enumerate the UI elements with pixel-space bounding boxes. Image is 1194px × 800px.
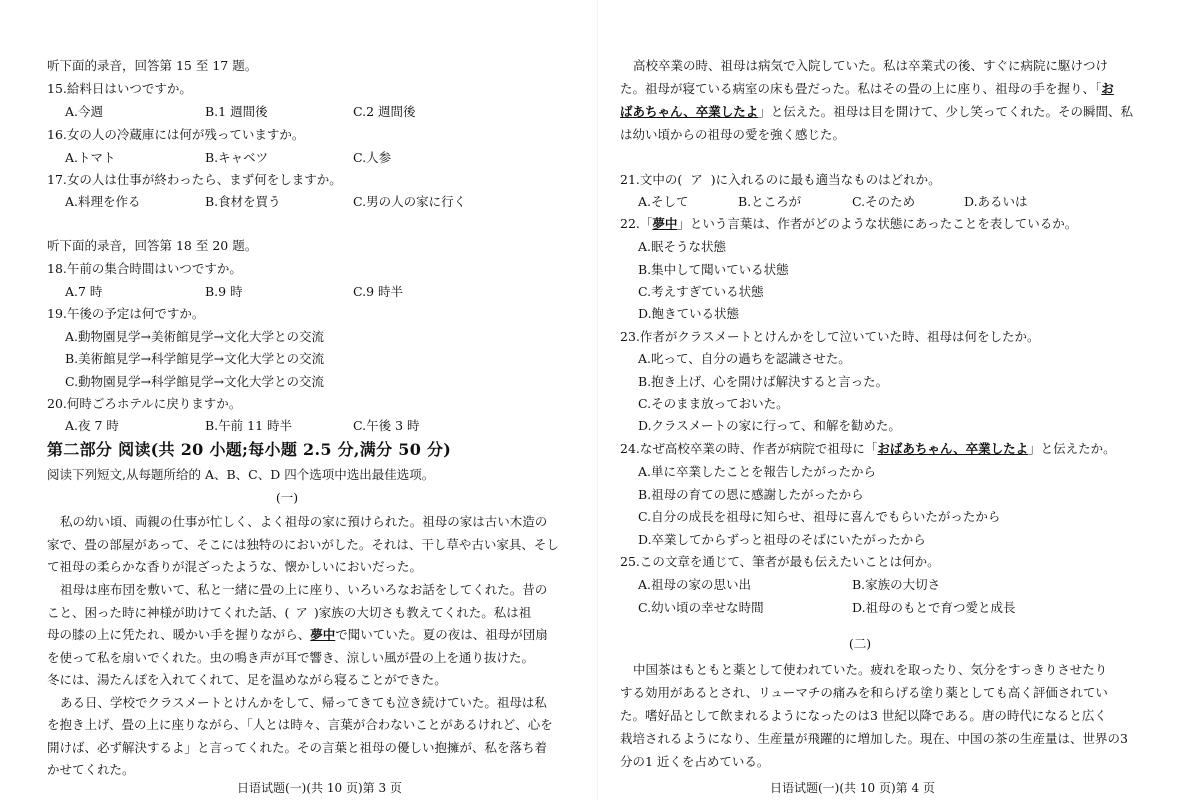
option-24a: A.単に卒業したことを報告したがったから [638,464,877,479]
text-segment: )に入れるのに最も適当なものはどれか。 [710,172,941,187]
option-20b: B.午前 11 時半 [205,418,293,433]
question-25: 25.この文章を通じて、筆者が最も伝えたいことは何か。 [620,554,940,569]
option-15b: B.1 週間後 [205,104,268,119]
option-16c: C.人参 [353,150,392,165]
passage-line: 家で、畳の部屋があって、そこには独特のにおいがした。それは、干し草や古い家具、そし [47,537,559,552]
option-19a: A.動物園見学→美術館見学→文化大学との交流 [65,329,324,344]
underlined-term: 夢中 [310,627,336,642]
option-18b: B.9 時 [205,284,243,299]
passage-line: 栽培されるようになり、生産量が飛躍的に増加した。現在、中国の茶の生産量は、世界の3 [620,731,1128,746]
option-18a: A.7 時 [65,284,103,299]
passage-line [47,627,548,643]
question-18: 18.午前の集合時間はいつですか。 [47,261,242,276]
passage-line: を抱き上げ、畳の上に座りながら、「人とは時々、言葉が合わないことがあるけれど、心を [47,717,553,732]
text-segment: た。祖母が寝ている病室の床も畳だった。私はその畳の上に座り、祖母の手を握り、「 [620,81,1102,96]
underlined-term: 夢中 [652,216,678,231]
blank-marker: ア [295,605,308,620]
text-segment: 22.「 [620,216,653,231]
text-segment: 」という言葉は、作者がどのような状態にあったことを表しているか。 [677,216,1078,231]
page-fold [597,0,598,800]
option-21a: A.そして [638,194,689,209]
text-segment: 母の膝の上に凭たれ、暖かい手を握りながら、 [47,627,311,642]
passage-line: かせてくれた。 [47,762,135,777]
option-17b: B.食材を買う [205,194,281,209]
right-page [620,0,1150,800]
option-24d: D.卒業してからずっと祖母のそばにいたがったから [638,532,926,547]
option-22b: B.集中して聞いている状態 [638,262,789,277]
page-footer: 日语试题(一)(共 10 页)第 4 页 [770,781,935,795]
passage-line: は幼い頃からの祖母の愛を強く感じた。 [620,127,846,142]
option-21d: D.あるいは [964,194,1028,209]
text-segment: )家族の大切さも教えてくれた。私は祖 [313,605,532,620]
left-page [47,0,559,800]
passage-line [620,104,1133,120]
question-23: 23.作者がクラスメートとけんかをして泣いていた時、祖母は何をしたか。 [620,329,1040,344]
passage-line: 祖母は座布団を敷いて、私と一緒に畳の上に座り、いろいろなお話をしてくれた。昔の [60,582,548,597]
option-18c: C.9 時半 [353,284,404,299]
option-25d: D.祖母のもとで育つ愛と成長 [852,600,1016,615]
passage-line: 高校卒業の時、祖母は病気で入院していた。私は卒業式の後、すぐに病院に駆けつけ [633,58,1109,73]
text-segment: 」と伝えたか。 [1028,441,1116,456]
option-19c: C.動物園見学→科学館見学→文化大学との交流 [65,374,325,389]
passage-line: 分の1 近くを占めている。 [620,754,770,769]
passage-line: ある日、学校でクラスメートとけんかをして、帰ってきても泣き続けていた。祖母は私 [60,695,547,710]
option-22a: A.眠そうな状態 [638,239,727,254]
option-23d: D.クラスメートの家に行って、和解を勧めた。 [638,418,901,433]
passage-line [620,81,1114,97]
listening-instruction-2: 听下面的录音，回答第 18 至 20 题。 [47,238,258,253]
option-15c: C.2 週間後 [353,104,416,119]
listening-instruction: 听下面的录音，回答第 15 至 17 题。 [47,58,258,73]
reading-instructions: 阅读下列短文,从每题所给的 A、B、C、D 四个选项中选出最佳选项。 [47,467,435,482]
passage-line: 冬には、湯たんぽを入れてくれて、足を温めながら寝ることができた。 [47,672,447,687]
option-23c: C.そのまま放っておいた。 [638,396,789,411]
question-21 [620,172,941,188]
option-17c: C.男の人の家に行く [353,194,467,209]
option-23b: B.抱き上げ、心を開けば解決すると言った。 [638,374,889,389]
passage-line: する効用があるとされ、リューマチの痛みを和らげる塗り薬としても高く評価されてい [620,685,1108,700]
question-20: 20.何時ごろホテルに戻りますか。 [47,396,242,411]
option-25a: A.祖母の家の思い出 [638,577,752,592]
option-23a: A.叱って、自分の過ちを認識させた。 [638,351,851,366]
passage-line: を使って私を扇いでくれた。虫の鳴き声が耳で響き、涼しい風が畳の上を通り抜けた。 [47,650,535,665]
option-21b: B.ところが [738,194,802,209]
question-15: 15.給料日はいつですか。 [47,81,192,96]
text-segment: 」と伝えた。祖母は目を開けて、少し笑ってくれた。その瞬間、私 [758,104,1134,119]
underlined-term: ばあちゃん、卒業したよ [620,104,759,119]
option-20a: A.夜 7 時 [65,418,119,433]
option-22c: C.考えすぎている状態 [638,284,764,299]
question-19: 19.午後の予定は何ですか。 [47,306,205,321]
passage-line: 開けば、必ず解決するよ」と言ってくれた。その言葉と祖母の優しい抱擁が、私を落ち着 [47,740,548,755]
option-20c: C.午後 3 時 [353,418,420,433]
text-segment: 24.なぜ高校卒業の時、作者が病院で祖母に「 [620,441,878,456]
page-footer: 日语试题(一)(共 10 页)第 3 页 [237,781,402,795]
option-21c: C.そのため [852,194,916,209]
option-24c: C.自分の成長を祖母に知らせ、祖母に喜んでもらいたがったから [638,509,1001,524]
section-heading: 第二部分 阅读(共 20 小题;每小题 2.5 分,满分 50 分) [47,440,452,459]
option-16b: B.キャベツ [205,150,269,165]
passage-line: た。嗜好品として飲まれるようになったのは3 世紀以降である。唐の時代になると広く [620,708,1107,723]
passage-label-2: (二) [848,636,872,651]
option-25b: B.家族の大切さ [852,577,941,592]
question-17: 17.女の人は仕事が終わったら、まず何をしますか。 [47,172,342,187]
passage-label-1: (一) [275,490,299,505]
option-15a: A.今週 [65,104,104,119]
text-segment: こと、困った時に神様が助けてくれた話、( [47,605,290,620]
option-16a: A.トマト [65,150,116,165]
question-22 [620,216,1077,232]
option-24b: B.祖母の育ての恩に感謝したがったから [638,487,864,502]
option-22d: D.飽きている状態 [638,306,740,321]
option-17a: A.料理を作る [65,194,141,209]
passage-line: 中国茶はもともと薬として使われていた。疲れを取ったり、気分をすっきりさせたり [633,662,1108,677]
question-16: 16.女の人の冷蔵庫には何が残っていますか。 [47,127,305,142]
passage-line: 私の幼い頃、両親の仕事が忙しく、よく祖母の家に預けられた。祖母の家は古い木造の [60,514,548,529]
underlined-term: おばあちゃん、卒業したよ [877,441,1029,456]
underlined-term: お [1101,81,1114,96]
blank-marker: ア [690,172,703,187]
question-24 [620,441,1116,457]
option-25c: C.幼い頃の幸せな時間 [638,600,764,615]
text-segment: 21.文中の( [620,172,683,187]
passage-line [47,605,531,621]
text-segment: で聞いていた。夏の夜は、祖母が団扇 [335,627,548,642]
option-19b: B.美術館見学→科学館見学→文化大学との交流 [65,351,325,366]
passage-line: て祖母の柔らかな香りが混ざったような、懐かしいにおいだった。 [47,559,423,574]
